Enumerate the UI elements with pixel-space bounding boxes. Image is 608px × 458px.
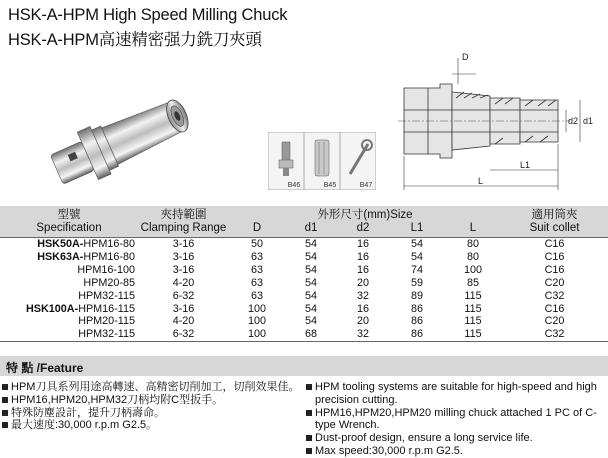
- cell-collet: C20: [544, 315, 565, 328]
- cell-collet: C20: [544, 276, 565, 289]
- table-row: [0, 315, 608, 328]
- header-d1: d1: [285, 222, 337, 238]
- header-clamp-cn: 夾持範圍: [138, 206, 229, 222]
- cell-model: HPM20-85: [83, 276, 135, 289]
- cell-clamp: 3-16: [172, 302, 195, 315]
- cell-d2: 16: [356, 263, 369, 276]
- cell-d: 100: [229, 328, 285, 341]
- cell-d1: 54: [304, 289, 317, 302]
- cell-d1: 54: [304, 302, 317, 315]
- cell-d2: 20: [356, 315, 369, 328]
- cell-l: 115: [445, 328, 501, 341]
- cell-d2: 16: [356, 302, 369, 315]
- cell-clamp: 6-32: [172, 289, 195, 302]
- cell-d: 63: [250, 289, 263, 302]
- table-row: [0, 251, 608, 264]
- cell-model: HPM16-80: [83, 250, 135, 263]
- cell-clamp: 4-20: [172, 276, 195, 289]
- feature-bar: [0, 356, 608, 376]
- cell-l1: 86: [389, 328, 445, 341]
- chuck-product-image: [40, 82, 215, 194]
- feature-list-en: [306, 381, 606, 458]
- cell-d2: 32: [356, 289, 369, 302]
- cell-collet: C16: [501, 238, 608, 251]
- table-row: [0, 238, 608, 251]
- feature-en-item: Dust-proof design, ensure a long service life.: [306, 432, 606, 445]
- cell-d1: 68: [285, 328, 337, 341]
- cell-d2: 16: [356, 250, 369, 263]
- cell-l: 115: [464, 302, 482, 315]
- cell-d: 63: [250, 250, 263, 263]
- title-english: HSK-A-HPM High Speed Milling Chuck: [8, 6, 288, 24]
- cell-spec: [0, 277, 138, 290]
- feature-en-item: Max speed:30,000 r.p.m G2.5.: [306, 445, 606, 458]
- cell-spec: [0, 238, 138, 251]
- cell-model: HPM20-115: [78, 315, 135, 328]
- table-row: [0, 277, 608, 290]
- accessories-image: [268, 132, 376, 190]
- cell-d: 63: [250, 276, 263, 289]
- cell-model: HPM16-80: [83, 238, 135, 250]
- cell-group: HSK63A-: [37, 250, 84, 263]
- header-L: L: [445, 222, 501, 238]
- cell-l: 80: [466, 250, 479, 263]
- header-spec-cn: 型號: [0, 206, 138, 222]
- cell-d: 100: [247, 315, 266, 328]
- cell-l1: 59: [410, 276, 423, 289]
- cell-l1: 54: [410, 250, 423, 263]
- title-chinese: HSK-A-HPM高速精密强力銑刀夾頭: [8, 31, 262, 49]
- feature-cn-item: HPM16,HPM20,HPM32刀柄均附C型扳手。: [2, 394, 302, 407]
- header-d2: d2: [337, 222, 389, 238]
- cell-model: HPM32-115: [78, 289, 135, 302]
- cell-l1: 86: [410, 315, 423, 328]
- cell-d1: 54: [304, 250, 317, 263]
- cell-collet: C16: [544, 302, 565, 315]
- table-row: [0, 328, 608, 341]
- header-D: D: [229, 222, 285, 238]
- accessory-label-3: B47: [359, 182, 373, 189]
- header-size: 外形尺寸(mm)Size: [229, 206, 501, 222]
- cell-d2: 16: [337, 238, 389, 251]
- header-clamp-en: Clamping Range: [138, 222, 229, 238]
- technical-drawing: [380, 48, 608, 200]
- dim-label-L1: L1: [520, 160, 531, 170]
- cell-clamp: 3-16: [172, 263, 195, 276]
- feature-en-item: HPM tooling systems are suitable for high-speed and high precision cutting.: [306, 381, 606, 407]
- cell-spec: [0, 251, 138, 264]
- cell-collet: C32: [501, 328, 608, 341]
- cell-l: 80: [445, 238, 501, 251]
- table-row: [0, 303, 608, 316]
- cell-l1: 74: [410, 263, 423, 276]
- cell-d1: 54: [285, 238, 337, 251]
- cell-spec: [0, 315, 138, 328]
- cell-clamp: 4-20: [172, 315, 195, 328]
- feature-cn-item: HPM刀具系列用途高轉速、高精密切削加工，切削效果佳。: [2, 381, 302, 394]
- cell-spec: [0, 290, 138, 303]
- cell-l: 85: [466, 276, 479, 289]
- dim-label-D: D: [462, 52, 469, 62]
- cell-d1: 54: [304, 263, 317, 276]
- cell-d2: 20: [356, 276, 369, 289]
- cell-clamp: 3-16: [172, 250, 195, 263]
- cell-l1: 54: [389, 238, 445, 251]
- feature-en-item: HPM16,HPM20,HPM20 milling chuck attached 1 PC of C-type Wrench.: [306, 407, 606, 433]
- dim-label-L: L: [478, 176, 484, 186]
- cell-clamp: 3-16: [138, 238, 229, 251]
- cell-l: 100: [463, 263, 482, 276]
- cell-d: 63: [250, 263, 263, 276]
- dim-label-d2: d2: [568, 116, 579, 126]
- cell-d2: 32: [337, 328, 389, 341]
- cell-d1: 54: [304, 315, 317, 328]
- table-row: [0, 264, 608, 277]
- spec-table: [0, 206, 608, 342]
- header-L1: L1: [389, 222, 445, 238]
- cell-collet: C16: [544, 250, 565, 263]
- cell-model: HPM16-100: [77, 263, 135, 276]
- header-spec-en: Specification: [0, 222, 138, 238]
- feature-list-cn: [2, 381, 302, 432]
- cell-l1: 89: [410, 289, 423, 302]
- cell-spec: [0, 264, 138, 277]
- accessory-label-2: B45: [323, 182, 337, 189]
- feature-cn-item: 最大速度:30,000 r.p.m G2.5。: [2, 419, 302, 432]
- feature-title: 特 點 /Feature: [6, 361, 84, 375]
- cell-group: HSK100A-: [25, 302, 79, 315]
- header-suit-en: Suit collet: [501, 222, 608, 238]
- dim-label-d1: d1: [583, 116, 594, 126]
- cell-spec: [0, 303, 138, 316]
- cell-d: 50: [229, 238, 285, 251]
- cell-l1: 86: [410, 302, 423, 315]
- cell-model: HPM16-115: [78, 302, 135, 315]
- cell-model: HPM32-115: [78, 328, 135, 341]
- table-row: [0, 290, 608, 303]
- feature-cn-item: 特殊防塵設計，提升刀柄壽命。: [2, 407, 302, 420]
- cell-d1: 54: [304, 276, 317, 289]
- cell-collet: C16: [544, 263, 565, 276]
- cell-group: HSK50A-: [37, 238, 84, 250]
- cell-spec: [0, 328, 138, 341]
- header-suit-cn: 適用筒夾: [501, 206, 608, 222]
- cell-l: 115: [464, 289, 482, 302]
- accessory-label-1: B46: [287, 182, 301, 189]
- cell-clamp: 6-32: [138, 328, 229, 341]
- cell-l: 115: [464, 315, 482, 328]
- cell-d: 100: [247, 302, 266, 315]
- cell-collet: C32: [544, 289, 565, 302]
